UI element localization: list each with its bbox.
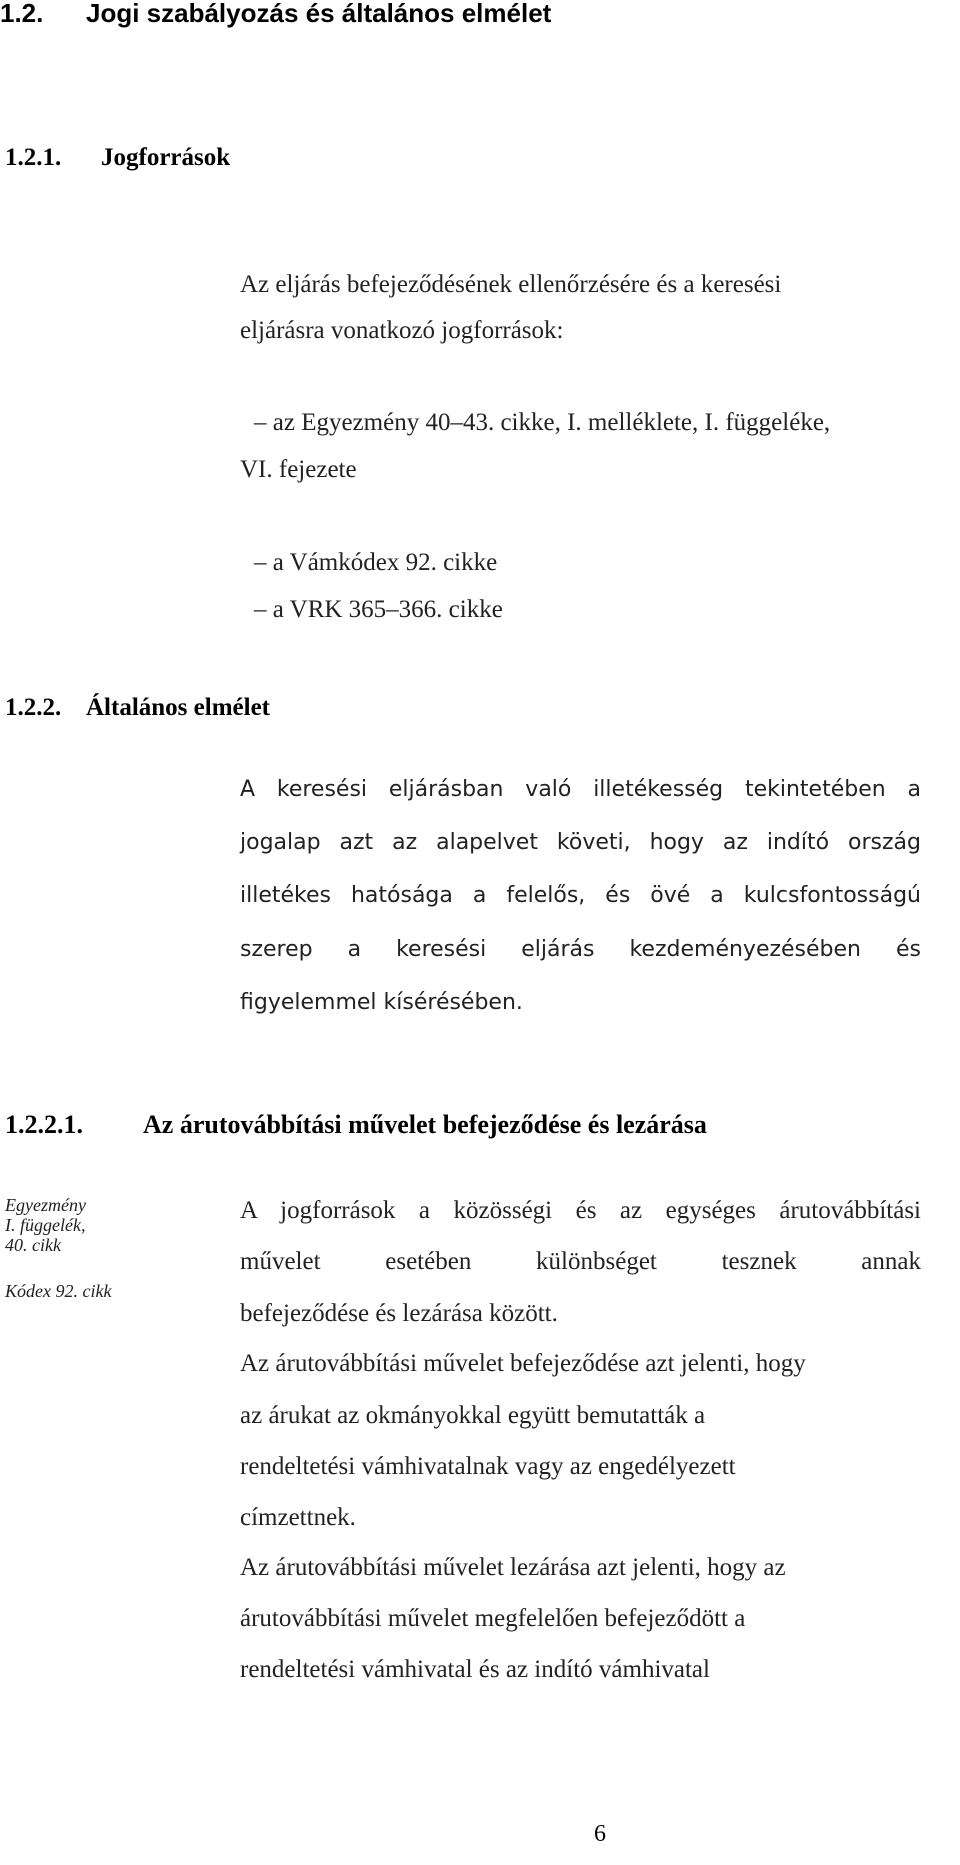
paragraph-line: befejeződése és lezárása között. [240,1300,558,1327]
paragraph-line: figyelemmel kísérésében. [240,990,523,1015]
list-item: – a Vámkódex 92. cikke [254,549,498,576]
section-number: 1.2.2. [5,694,62,721]
section-title: Általános elmélet [86,694,270,721]
paragraph-line: Az árutovábbítási művelet lezárása azt jelenti, hogy az [240,1554,786,1581]
section-1-2-2-1-heading [5,1110,707,1140]
paragraph-line: szerep a keresési eljárás kezdeményezésében és [240,937,921,962]
section-number: 1.2.2.1. [5,1110,83,1139]
section-1-2-1-heading [5,143,230,172]
paragraph-line: árutovábbítási művelet megfelelően befejeződött a [240,1605,746,1632]
paragraph-line: rendeltetési vámhivatalnak vagy az engedélyezett [240,1453,736,1480]
section-title: Jogi szabályozás és általános elmélet [86,0,552,28]
section-1-2-2-heading [5,693,270,722]
margin-note-line: I. függelék, [5,1215,86,1235]
section-title: Az árutovábbítási művelet befejeződése és lezárása [143,1110,707,1139]
page-number: 6 [594,1821,606,1847]
paragraph-line: Az árutovábbítási művelet befejeződése azt jelenti, hogy [240,1350,806,1377]
paragraph-line: jogalap azt az alapelvet követi, hogy az indító ország [240,830,921,855]
paragraph-line: A keresési eljárásban való illetékesség tekintetében a [240,777,921,802]
margin-note-line: 40. cikk [5,1235,61,1255]
intro-line-2: eljárásra vonatkozó jogforrások: [240,317,564,344]
paragraph-line: A jogforrások a közösségi és az egységes árutovábbítási [240,1197,921,1224]
section-1-2-heading [0,0,551,29]
list-item: – az Egyezmény 40–43. cikke, I. melléklete, I. függeléke, [254,409,831,436]
margin-note-kodex: Kódex 92. cikk [5,1281,112,1301]
paragraph-line: az árukat az okmányokkal együtt bemutatták a [240,1402,706,1429]
section-title: Jogforrások [101,144,231,171]
paragraph-line: rendeltetési vámhivatal és az indító vámhivatal [240,1656,710,1683]
section-number: 1.2.1. [5,144,62,171]
intro-line-1: Az eljárás befejeződésének ellenőrzésére és a keresési [240,271,782,298]
paragraph-line: művelet esetében különbséget tesznek annak [240,1248,921,1275]
section-number: 1.2. [0,0,44,28]
paragraph-line: címzettnek. [240,1504,356,1531]
paragraph-line: illetékes hatósága a felelős, és övé a kulcsfontosságú [240,883,921,908]
list-item-continuation: VI. fejezete [240,456,357,483]
margin-note-egyezmeny [5,1195,86,1255]
list-item: – a VRK 365–366. cikke [254,596,503,623]
margin-note-line: Egyezmény [5,1195,86,1215]
